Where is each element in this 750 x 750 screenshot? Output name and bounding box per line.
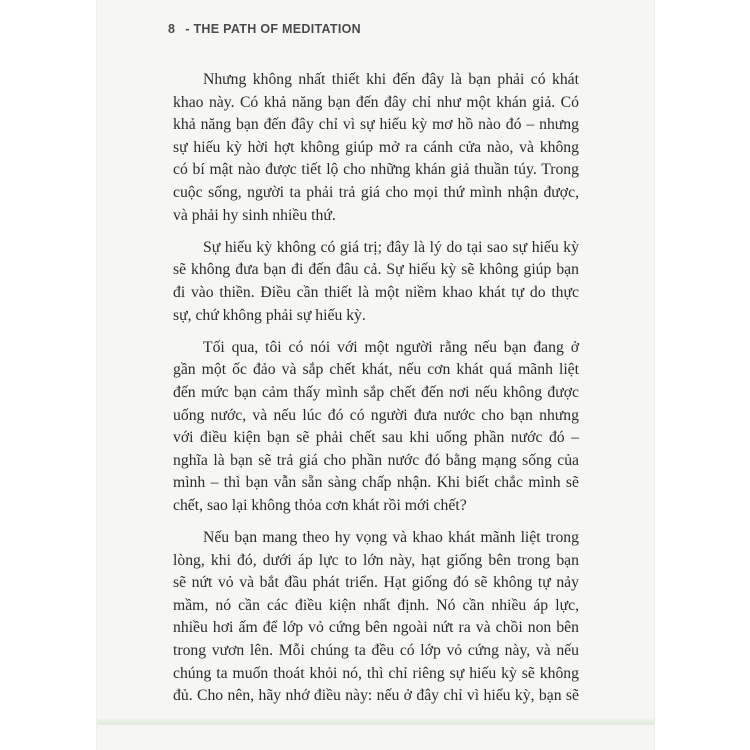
text-line: với điều kiện bạn sẽ phải chết sau khi uống phần nước đó – — [173, 429, 579, 447]
text-line: chúng ta muốn thoát khỏi nó, thì chỉ riêng sự hiếu kỳ sẽ không — [173, 664, 579, 682]
running-title: - THE PATH OF MEDITATION — [185, 22, 361, 36]
text-line: trong vươn lên. Mỗi chúng ta đều có lớp vỏ cứng này, và nếu — [173, 642, 579, 660]
text-line: gần một ốc đảo và sắp chết khát, nếu cơn khát quá mãnh liệt — [173, 361, 579, 379]
text-line: mình – thì bạn vẫn sẵn sàng chấp nhận. Khi biết chắc mình sẽ — [173, 474, 579, 492]
text-line: khả năng bạn đến đây chỉ vì sự hiếu kỳ mơ hồ nào đó – nhưng — [173, 116, 579, 134]
paragraph — [173, 237, 579, 327]
text-line: và phải hy sinh nhiều thứ. — [173, 206, 336, 224]
text-line: Sự hiếu kỳ không có giá trị; đây là lý do tại sao sự hiếu kỳ — [203, 238, 579, 256]
text-line: Nếu bạn mang theo hy vọng và khao khát mãnh liệt trong — [203, 529, 579, 547]
text-line: đến mức bạn cảm thấy mình sắp chết đến nơi nếu không được — [173, 383, 579, 401]
text-line: uống nước, và nếu lúc đó có người đưa nước cho bạn nhưng — [173, 406, 579, 424]
paragraph — [173, 337, 579, 518]
page-bottom-edge — [97, 719, 654, 725]
text-line: có bí mật nào được tiết lộ cho những khán giả thuần túy. Trong — [173, 161, 579, 179]
page-number: 8 — [168, 22, 176, 36]
text-line: lòng, khi đó, dưới áp lực to lớn này, hạt giống bên trong bạn — [173, 551, 579, 569]
text-line: nghĩa là bạn sẽ trả giá cho phần nước đó bằng mạng sống của — [173, 451, 579, 469]
text-line: sẽ nứt vỏ và bắt đầu phát triển. Hạt giống đó sẽ không tự nảy — [173, 574, 579, 592]
text-line: mầm, nó cần các điều kiện nhất định. Nó cần nhiều áp lực, — [173, 596, 579, 614]
paragraph — [173, 527, 579, 708]
text-line: sự hiếu kỳ hời hợt không giúp mở ra cánh cửa nào, và không — [173, 138, 579, 156]
text-line: nhiều hơi ấm để lớp vỏ cứng bên ngoài nứt ra và chồi non bên — [173, 619, 579, 637]
text-line: sẽ không đưa bạn đi đến đâu cả. Sự hiếu kỳ sẽ không giúp bạn — [173, 261, 579, 279]
text-line: khao này. Có khả năng bạn đến đây chỉ như một khán giả. Có — [173, 93, 579, 111]
text-line: đủ. Cho nên, hãy nhớ điều này: nếu ở đây chỉ vì hiếu kỳ, bạn sẽ — [173, 687, 579, 705]
text-line: đi vào thiền. Điều cần thiết là một niềm khao khát tự do thực — [173, 283, 579, 301]
text-line: cuộc sống, người ta phải trả giá cho mọi thứ mình nhận được, — [173, 183, 579, 201]
text-line: Nhưng không nhất thiết khi đến đây là bạn phải có khát — [203, 71, 579, 88]
text-line: Tối qua, tôi có nói với một người rằng nếu bạn đang ở — [203, 338, 579, 356]
paragraph — [173, 69, 579, 227]
running-header — [168, 22, 361, 36]
body-text — [173, 69, 579, 717]
text-line: sự, chứ không phải sự hiếu kỳ. — [173, 306, 366, 324]
text-line: chết, sao lại không thỏa cơn khát rồi mới chết? — [173, 496, 467, 514]
